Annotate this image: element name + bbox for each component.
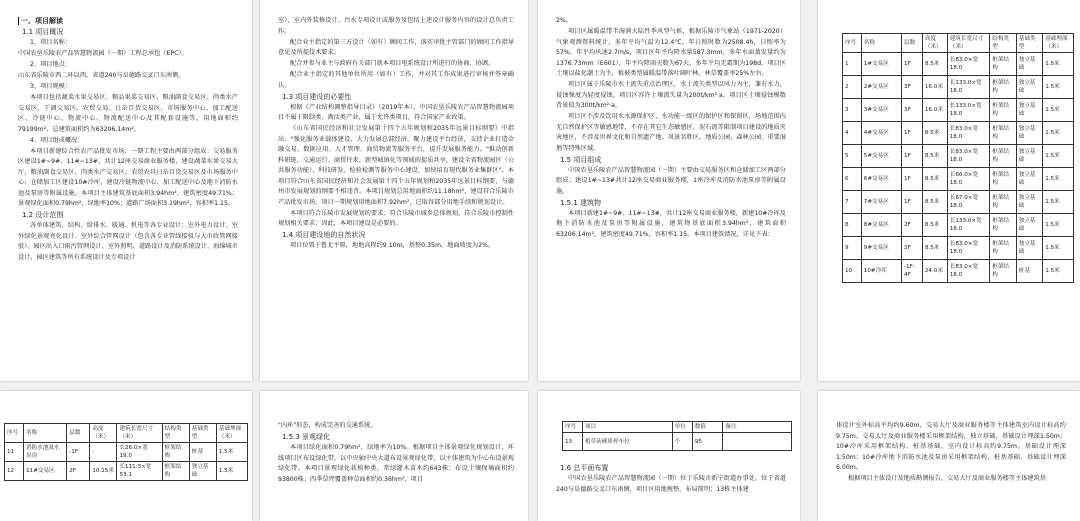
- table-cell: 框架结构: [990, 76, 1017, 99]
- paragraph: 配合业主指定的其他单位所用（如有）工作，并对其工作成果进行审核并签章确认。: [278, 71, 514, 89]
- table-cell: 个: [672, 433, 692, 451]
- section-heading: 1.6 总平面布置: [560, 464, 609, 472]
- table-cell: 桩基: [189, 443, 216, 462]
- paragraph: 配合并参与业主与政府有关部门就本项目电系统设计所进行的协商、协调。: [290, 60, 495, 67]
- paragraph: 项目位置于鲁北平原，地地高程约9.10m，基整0.35m，地面坡度为2%。: [290, 242, 495, 249]
- table-cell: 1F: [902, 168, 923, 191]
- table-cell: 桩基: [1016, 260, 1043, 283]
- table-cell: 3F: [902, 76, 923, 99]
- table-row: [5, 462, 248, 481]
- table-header-row: [5, 424, 248, 443]
- table-cell: 6#交易区: [861, 168, 901, 191]
- table-row: [5, 443, 248, 462]
- table-cell: 1.5米: [216, 462, 247, 481]
- section-heading: 1.4 项目建设地的自然状况: [282, 231, 366, 239]
- paragraph: 本项目绿化面积0.79hm²，绿地率为10%。根据项目主体景观绿化规划设计，环线项目区布设绿化带，以中央轴中央大道布设景观绿化带，以主体建筑为中心布设景观绿化带。本项目景观绿化栽植种类，常绿灌木苗木约643株；布设土壤保墒面积约93800株；四季草坪覆盖种草面积约0.36hm²，项目: [278, 444, 514, 483]
- parking-table: [562, 421, 792, 451]
- table-header-cell: 数值: [692, 422, 723, 433]
- table-header-cell: 名称: [24, 424, 67, 443]
- table-header-cell: 序号: [843, 34, 862, 53]
- table-header-cell: 层数: [67, 424, 90, 443]
- section-heading: 1.2 设计范围: [22, 211, 64, 219]
- paragraph: 本项目新建1#~9#、11#~13#，共计12座交易商业服务楼，新建10#冷库及地下消防水池及泵房等附属设施，建筑物基底面积3.94hm²，建筑面积63206.14m²，建筑密度49.71%，容积率1.15。本项目建筑情况，详见下表：: [556, 209, 786, 238]
- table-cell: 长67.0×宽18.0: [947, 191, 989, 214]
- table-cell: 长111.3×宽53.1: [117, 462, 162, 481]
- building-table-continued: [4, 423, 248, 481]
- table-cell: 10.15米: [90, 462, 117, 481]
- paragraph: 各单体建筑、结构、给排水、暖通、机电等各专业设计；室外电力设计、室外绿化景观亮化设计、室外综合管网设计（包含各专业管线接驳与大市政管网接驳）、园区出入口雨污管网设计、室外照明、道路设计及消防系统设计、海绵城市设计，园区建筑等所有系统设计及专项设计: [18, 222, 238, 261]
- section-heading: 1.3 项目建设的必要性: [282, 92, 352, 101]
- paragraph: 中国农垦乐陵农产品智慧物流园（一期）工程总承包（EPC）。: [18, 50, 188, 57]
- document-page-5: [0, 391, 252, 521]
- table-header-row: [563, 422, 792, 433]
- table-cell: 8.5米: [922, 53, 947, 76]
- table-cell: 框架结构: [990, 237, 1017, 260]
- table-row: [843, 168, 1074, 191]
- table-header-cell: 基础埋深（米）: [216, 424, 247, 443]
- table-cell: 95: [692, 433, 723, 451]
- table-header-cell: 建筑长宽尺寸（米）: [117, 424, 162, 443]
- table-header-cell: 层数: [902, 34, 923, 53]
- paragraph: 配合业主指定的第三方设计（如有）顾问工作，落实审批主管部门的顾问工作指导意见及所提技术要求。: [278, 38, 514, 56]
- table-cell: [723, 433, 792, 451]
- table-cell: 1.5米: [1043, 260, 1074, 283]
- table-row: [843, 99, 1074, 122]
- paragraph: 项目区属于乐陵市水土流失重点治理区，水土流失类型以风力为主，兼有水力，侵蚀强度为轻度侵蚀，项目区容许土壤流失量为200t/km²·a，项目区土壤侵蚀模数背景值为300t/km²·a。: [556, 81, 786, 109]
- table-cell: 长133.0×宽18.0: [947, 76, 989, 99]
- table-cell: 框架结构: [990, 99, 1017, 122]
- table-cell: 9#交易区: [861, 237, 901, 260]
- table-cell: 8.5米: [922, 214, 947, 237]
- table-cell: 长83.0×宽18.0: [947, 122, 989, 145]
- table-cell: 8#交易区: [861, 214, 901, 237]
- table-cell: 长133.0×宽18.0: [947, 214, 989, 237]
- paragraph: 4、项目组成概况：: [30, 136, 84, 144]
- table-cell: 2F: [902, 214, 923, 237]
- table-cell: 框架结构: [990, 145, 1017, 168]
- table-cell: 独立基础: [1016, 214, 1043, 237]
- table-header-cell: 备注: [723, 422, 792, 433]
- section-heading: 1.5.1 建筑物: [560, 198, 602, 207]
- paragraph: 根据《产业结构调整指导目录》（2019年本），中国农垦乐陵农产品智慧物流园项目不属于限制类、淘汰类产业，属于允许类项目，符合国家产业政策。: [278, 103, 514, 121]
- table-header-cell: 结构类型: [162, 424, 189, 443]
- section-heading: 1.1 项目概况: [22, 28, 64, 36]
- table-cell: 消防水池及水泵房: [24, 443, 67, 462]
- table-cell: 独立基础: [1016, 191, 1043, 214]
- table-cell: 1.5米: [1043, 53, 1074, 76]
- table-header-cell: 名称: [861, 34, 901, 53]
- table-cell: 2F: [902, 237, 923, 260]
- table-cell: 框架结构: [990, 168, 1017, 191]
- table-cell: 1F: [902, 53, 923, 76]
- paragraph: 《山东省国民经济和社会发展第十四个五年规划和2035年远景目标纲要》中指出："强化服务业载体建设，大力发展总部经济，聚力建设平台经济，支持企业打造金融交易、数据应用、人才管理、商贸物流等服务平台，提升发展服务能力。"推动创新科研链、交通运行、商贸往来、新型城镇化等领域的提质共享，建设全省物流园区（公共服务功能）、科技研发、检验检测等服务中心建设，加快培育现代服务业集群区"。本项目符合山东省国民经济和社会发展第十四个五年规划和2035年远景目标纲要，与德州市发展规划的纲要不相违背。本项目规划总用地面积约11.18hm²，建设符合乐陵市产品批发市场，项目一期规划用地面积7.92hm²，已取得部分用地手续和规划设计。: [278, 125, 514, 206]
- table-row: [843, 237, 1074, 260]
- document-page-2: [260, 0, 528, 381]
- table-cell: 长133.0×宽18.0: [947, 99, 989, 122]
- table-header-cell: 高度（米）: [922, 34, 947, 53]
- document-page-6: [260, 391, 528, 521]
- table-header-cell: 序号: [563, 422, 583, 433]
- table-cell: 独立基础: [1016, 168, 1043, 191]
- table-cell: 1.5米: [1043, 145, 1074, 168]
- table-header-cell: 结构类型: [990, 34, 1017, 53]
- table-cell: 11: [5, 443, 24, 462]
- table-cell: -1F: [67, 443, 90, 462]
- table-cell: 8.5米: [922, 168, 947, 191]
- paragraph: 体设计室外标高平均约9.60m，交易大厅及商业服务楼等主体建筑室内设计标高约9.75m。交易大厅及商业服务楼采用框架结构，独立基础，基础设计埋深1.50m；10#冷库采用框架结构，桩基基础，室内设计标高约9.75m，基础设计埋深1.50m；10#冷库地下消防水池及泵房采用框架结构，桩基基础，基础设计埋深6.00m。: [836, 422, 1066, 471]
- paragraph: 室）、室内外装修设计、污水专项设计或服务及包括上述设计服务内容的设计总负责工作。: [278, 17, 514, 35]
- table-cell: 5: [843, 145, 862, 168]
- paragraph: 3、项目规模：: [30, 83, 72, 90]
- table-row: [843, 214, 1074, 237]
- table-cell: 8.5米: [922, 122, 947, 145]
- table-cell: 2: [843, 76, 862, 99]
- table-cell: 长66.0×宽18.0: [947, 168, 989, 191]
- table-cell: 框架结构: [990, 53, 1017, 76]
- document-page-3: [538, 0, 800, 381]
- table-cell: 2F: [67, 462, 90, 481]
- paragraph: 中国农垦乐陵农产品智慧物流园（一期）主要由交易服务区和仓储加工区两部分组成；建设1#~13#共计12座交易商业服务楼，1座冷库及消防水池泵房等附属设施。: [556, 166, 786, 195]
- table-cell: -1F-4F: [902, 260, 923, 283]
- table-cell: 1: [843, 53, 862, 76]
- table-cell: 7#交易区: [861, 191, 901, 214]
- paragraph: 根据项目主体设计及地质勘测报告，交易大厅及商业服务楼等主体建筑基: [848, 475, 1046, 482]
- table-cell: 1.5米: [1043, 99, 1074, 122]
- table-cell: 8.5米: [922, 191, 947, 214]
- table-header-cell: 单位: [672, 422, 692, 433]
- building-table: [842, 33, 1074, 283]
- table-cell: 独立基础: [1016, 53, 1043, 76]
- table-cell: 8: [843, 214, 862, 237]
- document-page-4: [818, 0, 1080, 381]
- table-cell: 4#交易区: [861, 122, 901, 145]
- table-cell: 框架结构: [990, 191, 1017, 214]
- table-cell: 2#交易区: [861, 76, 901, 99]
- paragraph: 中国农垦乐陵农产品智慧物流园（一期）位于乐陵市新宁街道办事处，位于省道240与阜德路交叉口东南侧，项目区用地规整，布局简明；13栋主体建: [556, 475, 786, 493]
- table-cell: 1F: [902, 145, 923, 168]
- table-row: [843, 76, 1074, 99]
- table-cell: 框架结构: [162, 443, 189, 462]
- table-cell: 1.5米: [1043, 237, 1074, 260]
- paragraph: "内环"形态，构成完善的交通系统。: [278, 422, 377, 429]
- table-cell: -: [90, 443, 117, 462]
- document-page-1: [0, 0, 252, 381]
- table-cell: 长83.0×宽18.0: [947, 145, 989, 168]
- section-heading: [18, 16, 238, 27]
- paragraph: 2、项目地点：: [30, 61, 72, 68]
- table-row: [563, 433, 792, 451]
- paragraph: 本项目包括蔬菜水果交易区、粮品果菜交易区、粮油副食交易区、肉类水产交易区、干调交易区、农贸交易、日杂百货交易区、市场服务中心、加工配送区、冷链中心、物流中心、物流配送中心及其配套设施等，用地面积约79199m²，总建筑面积约为63206.14m²。: [18, 94, 238, 133]
- paragraph: 1、项目名称：: [30, 39, 72, 46]
- table-cell: 框架结构: [162, 462, 189, 481]
- table-cell: 6: [843, 168, 862, 191]
- table-cell: 10#冷库: [861, 260, 901, 283]
- page-7-text: [556, 463, 786, 496]
- table-cell: 16.0米: [922, 76, 947, 99]
- table-cell: 3F: [902, 99, 923, 122]
- table-cell: 框架结构: [990, 122, 1017, 145]
- table-cell: 1F: [902, 122, 923, 145]
- table-header-cell: 序号: [5, 424, 24, 443]
- table-header-cell: 基础埋深（米）: [1043, 34, 1074, 53]
- section-heading: 1.5.3 景观绿化: [282, 433, 331, 441]
- table-cell: 13: [563, 433, 583, 451]
- table-header-cell: 基础类型: [1016, 34, 1043, 53]
- paragraph: 本项目新建综合性农产品批发市场，一期工程主要由两部分组成：交易服务区建设1#~9#、11#~13#，共计12座交易商业服务楼，建设蔬菜水果交易大厅、粮油副食交易区、肉类水产交易区、农贸农具日杂百货交易区及市场服务中心；仓储加工区建设10#冷库，建设冷链物流中心、加工配送中心及地下消防水池及泵房等附属设施。本项目主体建筑基底面积3.94hm²，建筑密度49.71%；景观绿化面积0.79hm²，绿地率10%；道路广场面积3.19hm²，容积率1.15。: [18, 147, 238, 207]
- page-6-text: [278, 421, 514, 486]
- table-row: [843, 260, 1074, 283]
- table-cell: 9: [843, 237, 862, 260]
- heading-text: 一、项目解读: [21, 17, 63, 25]
- table-row: [843, 191, 1074, 214]
- table-row: [843, 122, 1074, 145]
- table-cell: 独立基础: [1016, 145, 1043, 168]
- table-cell: 12: [5, 462, 24, 481]
- table-cell: 11#交易区: [24, 462, 67, 481]
- table-header-row: [843, 34, 1074, 53]
- table-cell: 3: [843, 99, 862, 122]
- table-cell: 植草砖硬质停车位: [583, 433, 673, 451]
- table-cell: 框架结构: [990, 260, 1017, 283]
- text-cursor: [18, 17, 19, 25]
- table-cell: 长26.0×宽19.0: [117, 443, 162, 462]
- document-page-8: [818, 391, 1080, 521]
- page-1-text: [18, 16, 238, 264]
- table-header-cell: 高度（米）: [90, 424, 117, 443]
- page-3-text: [556, 16, 786, 241]
- table-header-cell: 建筑长宽尺寸（米）: [947, 34, 989, 53]
- table-cell: 24.0米: [922, 260, 947, 283]
- page-8-text: [836, 421, 1066, 485]
- table-cell: 7: [843, 191, 862, 214]
- page-2-text: [278, 16, 514, 252]
- table-cell: 1.5米: [1043, 76, 1074, 99]
- paragraph: 2%。: [556, 17, 573, 24]
- table-cell: 1.5米: [1043, 168, 1074, 191]
- table-cell: 3#交易区: [861, 99, 901, 122]
- table-cell: 1.5米: [216, 443, 247, 462]
- table-cell: 长83.0×宽18.0: [947, 53, 989, 76]
- document-page-7: [538, 391, 800, 521]
- table-cell: 16.0米: [922, 99, 947, 122]
- paragraph: 项目区属暖温带半湿润大陆性季风型气候，根据乐陵市气象站（1971-2020）气象观测资料统计，多年平均气温为12.4℃，年日照时数为2508.4h，日照率为57%，年平均风速2.7m/s，项目区年平均降水量587.3mm，多年水面蒸发量约为1376.73mm（E601），年平均降雨天数为67天，多年平均无霜期为198d。项目区土壤以盐化潮土为主，植被类型属暖温带落叶阔叶林，林草覆盖率25%左右。: [556, 28, 786, 77]
- table-cell: 长83.0×宽18.0: [947, 260, 989, 283]
- table-cell: 4: [843, 122, 862, 145]
- table-cell: 独立基础: [1016, 99, 1043, 122]
- paragraph: 本项目符合乐陵市发展规划的要求；符合乐陵市城乡总体规划，符合乐陵市控制性规划相关要求；因此，本项目建设是必要的。: [278, 209, 514, 227]
- table-row: [843, 53, 1074, 76]
- paragraph: 山东省乐陵市西二环以西，省道240与阜德路交叉口东南侧。: [18, 72, 185, 79]
- table-cell: 独立基础: [189, 462, 216, 481]
- paragraph: 项目区不涉及饮用水水源保护区，水功能一级区的保护区和保留区，场地范围内无自然保护区等敏感地带，不存在其它生态敏感区、泥石流等限制项目建设的地质灾害地区，不涉及世界文化和自然遗产地、风景名胜区、地质公园、森林公园、重要湿地等特殊区域。: [556, 113, 786, 152]
- table-header-cell: 基础类型: [189, 424, 216, 443]
- table-row: [843, 145, 1074, 168]
- table-cell: 8.5米: [922, 237, 947, 260]
- section-heading: 1.5 项目组成: [560, 155, 602, 164]
- table-cell: 长83.0×宽18.0: [947, 237, 989, 260]
- table-cell: 5#交易区: [861, 145, 901, 168]
- table-cell: 1#交易区: [861, 53, 901, 76]
- table-cell: 框架结构: [990, 214, 1017, 237]
- table-cell: 10: [843, 260, 862, 283]
- table-cell: 1F: [902, 191, 923, 214]
- table-cell: 独立基础: [1016, 122, 1043, 145]
- table-cell: 独立基础: [1016, 237, 1043, 260]
- table-cell: 1.5米: [1043, 122, 1074, 145]
- table-cell: 1.5米: [1043, 214, 1074, 237]
- table-cell: 1.5米: [1043, 191, 1074, 214]
- table-cell: 8.5米: [922, 145, 947, 168]
- table-cell: 独立基础: [1016, 76, 1043, 99]
- table-header-cell: 项目: [583, 422, 673, 433]
